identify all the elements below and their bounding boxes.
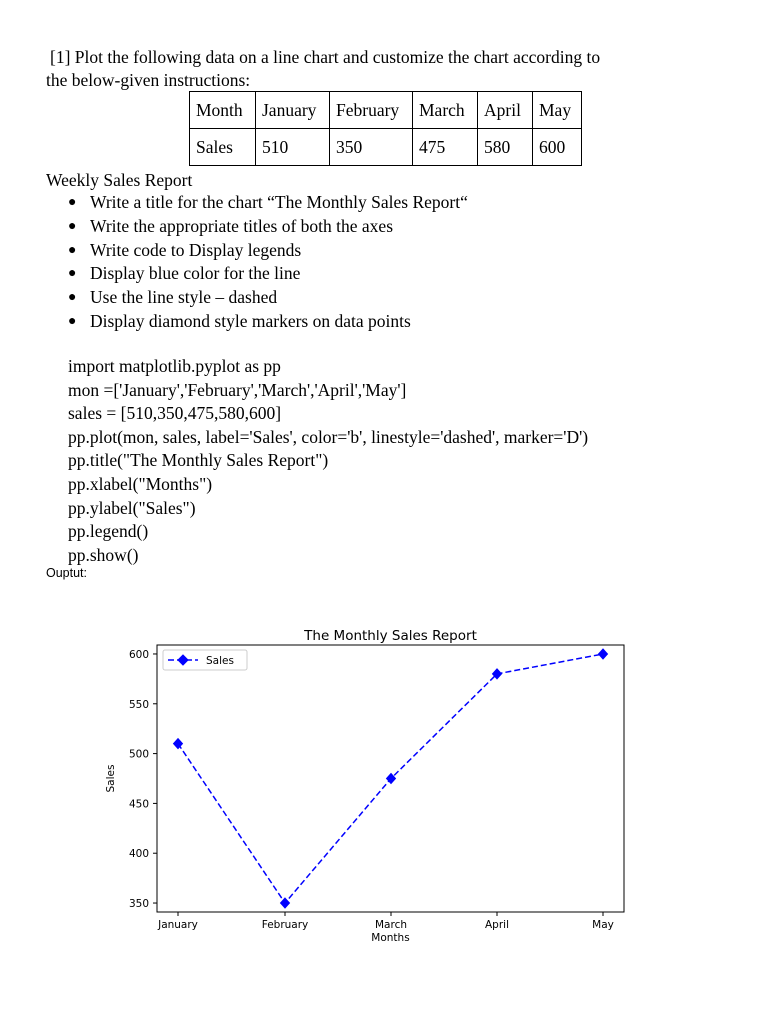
table-cell: 600: [533, 129, 582, 166]
code-line: mon =['January','February','March','April','May']: [68, 379, 407, 400]
bullet-icon: ●: [68, 313, 77, 329]
bullet-icon: ●: [68, 195, 77, 210]
code-line: pp.show(): [68, 544, 139, 565]
y-tick-label: 450: [128, 798, 149, 811]
chart-title: The Monthly Sales Report: [304, 628, 477, 644]
x-tick-label: March: [374, 919, 408, 931]
table-cell: March: [413, 92, 478, 129]
monthly-sales-line-chart: [0, 600, 768, 960]
list-item: ● Display blue color for the line: [90, 262, 468, 286]
y-tick-label: 350: [128, 898, 149, 911]
list-item: ● Display diamond style markers on data points: [90, 310, 468, 334]
list-item: ● Write code to Display legends: [90, 239, 468, 263]
y-tick-label: 500: [128, 748, 149, 761]
question-text: [46, 46, 686, 92]
x-tick-label: May: [592, 919, 614, 931]
x-tick-label: February: [261, 919, 309, 931]
table-row: [190, 129, 582, 166]
table-cell: April: [478, 92, 533, 129]
code-line: pp.xlabel("Months"): [68, 473, 213, 494]
legend-box: [163, 650, 247, 670]
bullet-icon: ●: [68, 290, 77, 306]
bullet-icon: ●: [68, 266, 77, 282]
x-tick-label: April: [485, 919, 509, 931]
list-item: ● Write a title for the chart “The Monthly Sales Report“: [90, 191, 468, 215]
code-line: pp.legend(): [68, 521, 149, 542]
list-item: ● Write the appropriate titles of both the axes: [90, 215, 468, 239]
code-line: pp.title("The Monthly Sales Report"): [68, 450, 329, 471]
table-header-row: [190, 92, 582, 129]
y-tick-label: 400: [128, 848, 149, 861]
x-tick-label: January: [158, 919, 198, 931]
y-axis-label: Sales: [105, 764, 117, 793]
legend-label: Sales: [206, 655, 234, 667]
question-line-1: [1] Plot the following data on a line chart and customize the chart according to: [50, 47, 601, 67]
data-point-diamond-marker: [281, 898, 290, 908]
instruction-list: [46, 191, 468, 334]
code-line: sales = [510,350,475,580,600]: [68, 403, 282, 424]
bullet-icon: ●: [68, 218, 77, 234]
data-point-diamond-marker: [599, 649, 608, 659]
list-item: ● Use the line style – dashed: [90, 286, 468, 310]
table-cell: January: [256, 92, 330, 129]
code-line: pp.plot(mon, sales, label='Sales', color='b', linestyle='dashed', marker='D'): [68, 426, 589, 447]
code-block: [68, 355, 588, 567]
table-cell: May: [533, 92, 582, 129]
table-cell: 580: [478, 129, 533, 166]
code-line: import matplotlib.pyplot as pp: [68, 356, 281, 376]
table-cell: Sales: [190, 129, 256, 166]
section-subtitle: Weekly Sales Report: [46, 170, 193, 190]
question-line-2: the below-given instructions:: [46, 70, 251, 90]
code-line: pp.ylabel("Sales"): [68, 497, 196, 518]
table-cell: February: [330, 92, 413, 129]
table-cell: 475: [413, 129, 478, 166]
output-label: Ouptut:: [46, 566, 87, 580]
x-axis-label: Months: [371, 932, 410, 944]
bullet-icon: ●: [68, 242, 77, 258]
y-tick-label: 600: [128, 648, 149, 661]
sales-data-table: [189, 91, 582, 166]
table-cell: 350: [330, 129, 413, 166]
table-cell: 510: [256, 129, 330, 166]
y-tick-label: 550: [128, 698, 149, 711]
table-cell: Month: [190, 92, 256, 129]
